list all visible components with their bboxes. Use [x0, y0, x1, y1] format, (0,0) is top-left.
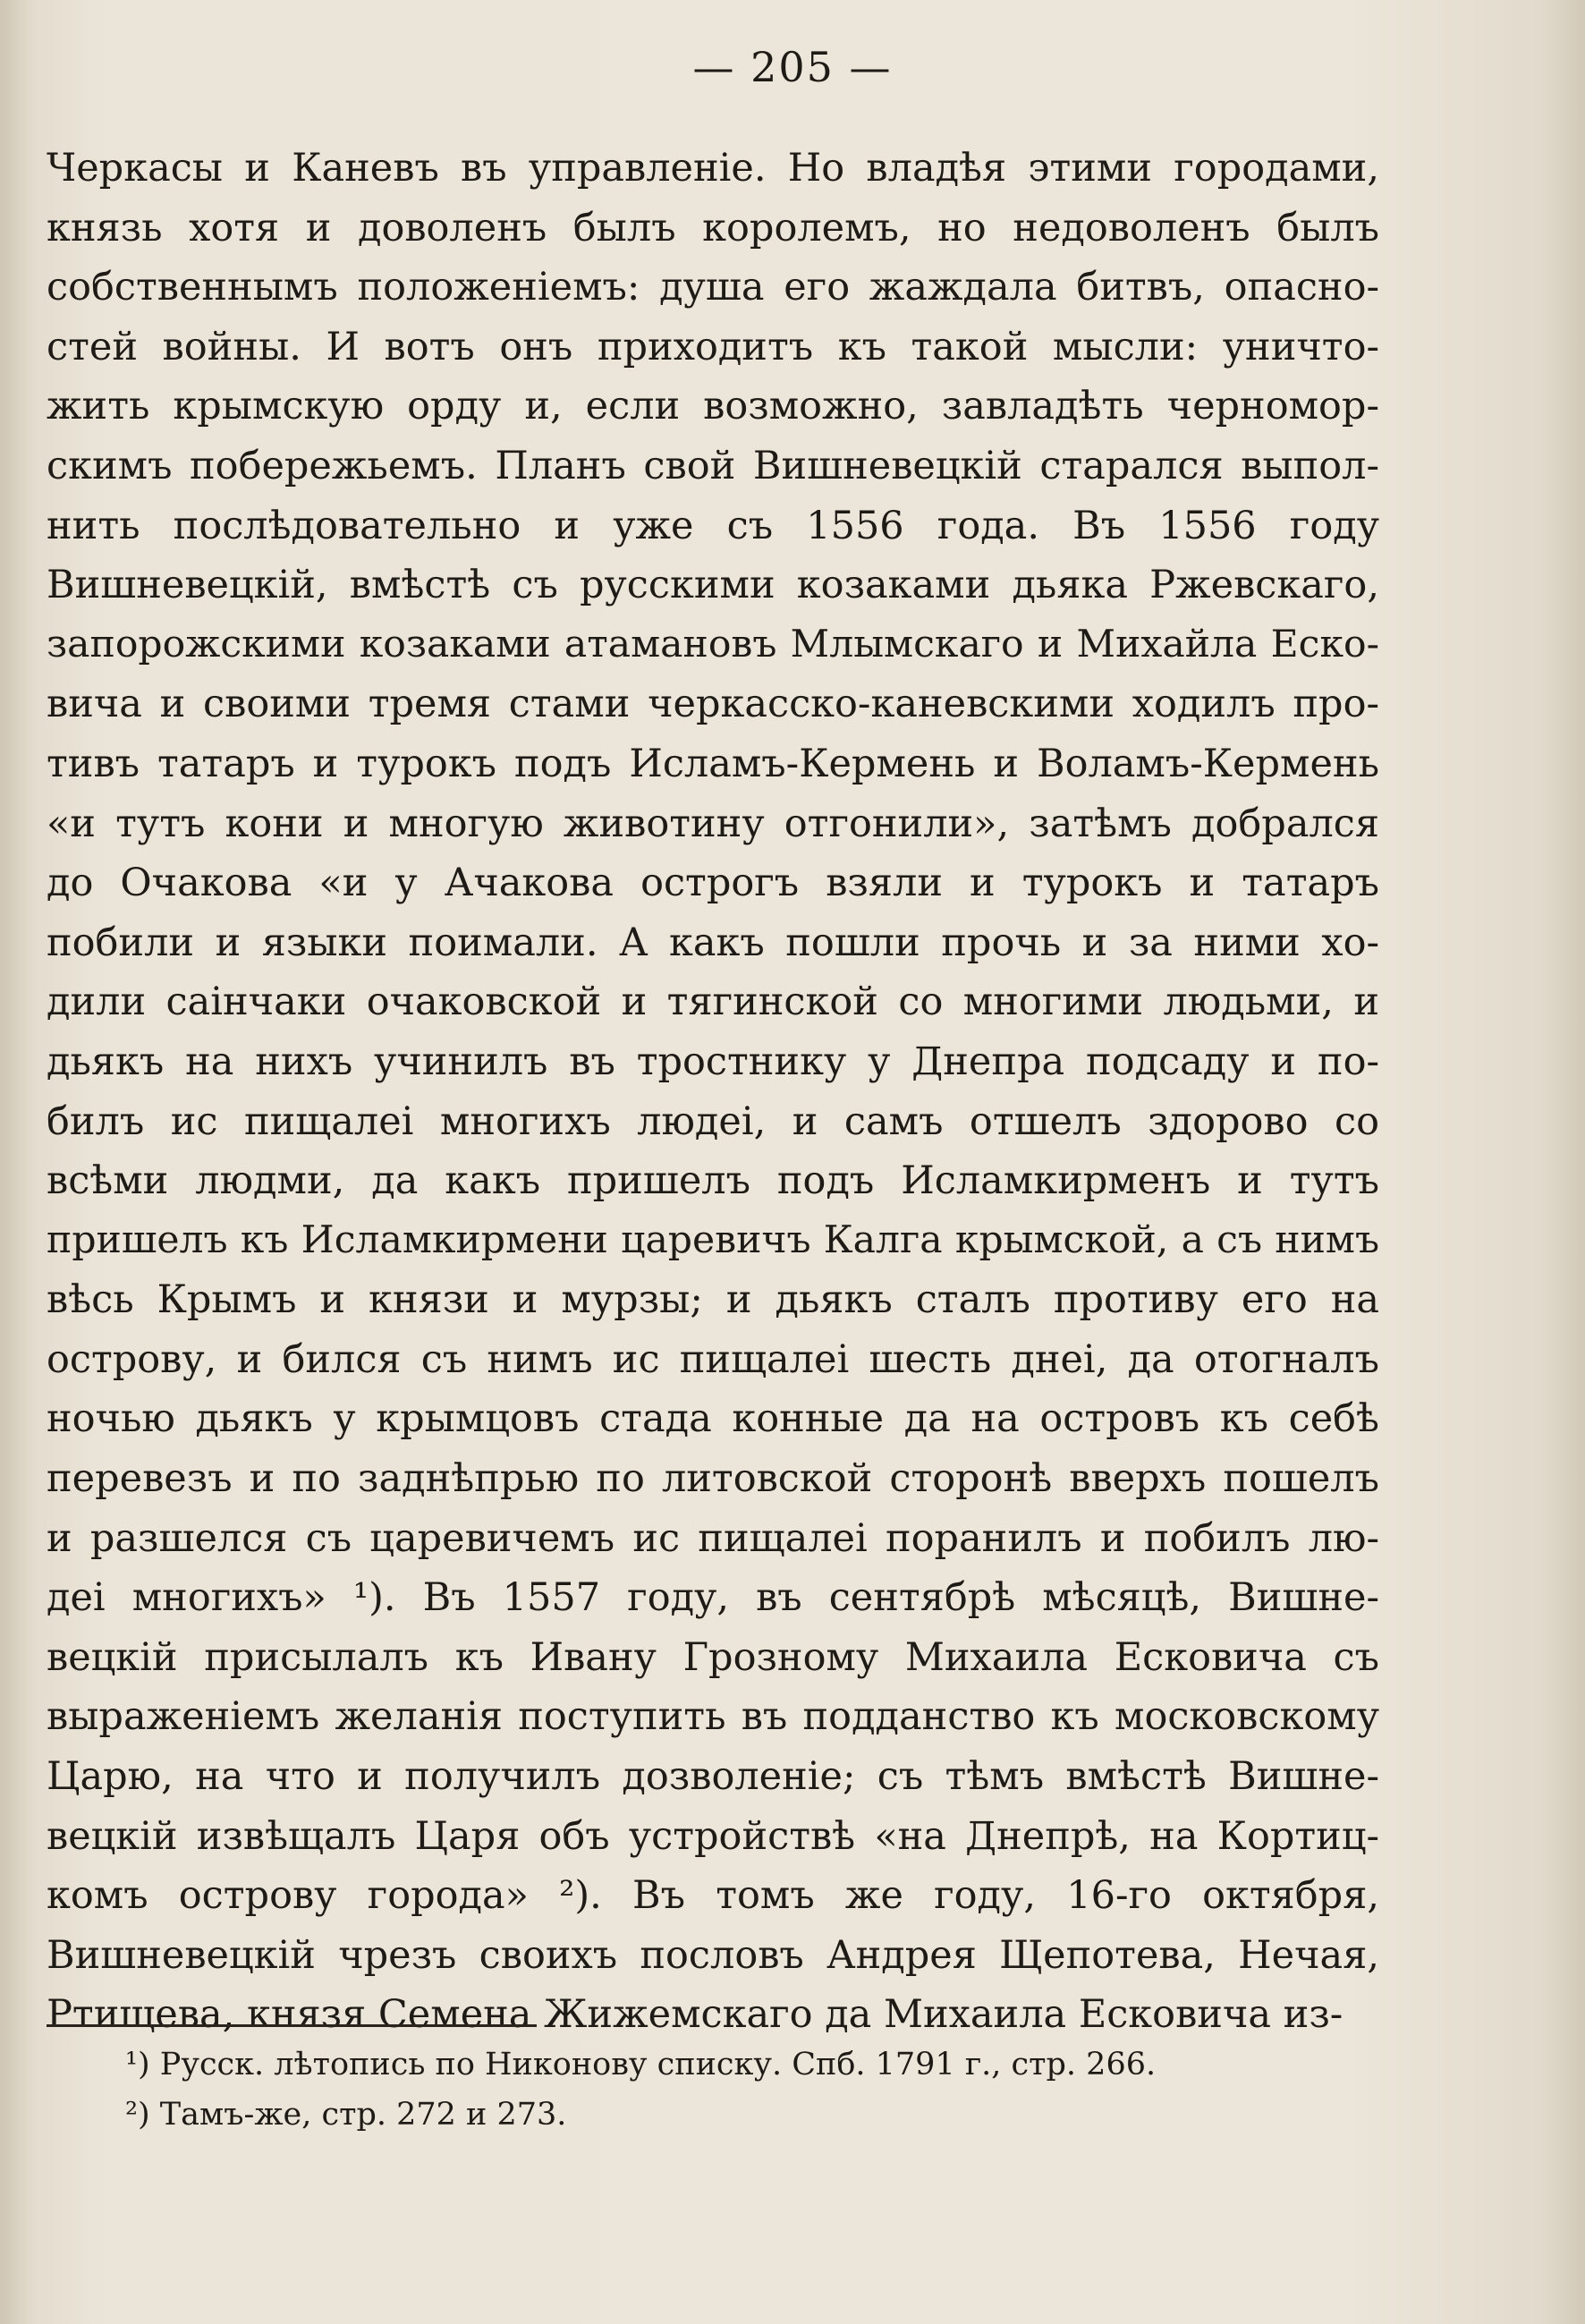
text-line: запорожскими козаками атамановъ Млымскаго и Михайла Еско-: [47, 622, 1379, 666]
text-line: «и тутъ кони и многую животину отгонили», затѣмъ добрался: [47, 801, 1379, 846]
page-number: — 205 —: [692, 43, 893, 91]
text-line: Черкасы и Каневъ въ управленіе. Но владѣя этими городами,: [47, 146, 1379, 191]
footnote-2: ²) Тамъ-же, стр. 272 и 273.: [125, 2097, 567, 2133]
footnote-divider: [47, 2024, 537, 2027]
text-line: пришелъ къ Исламкирмени царевичъ Калга крымской, а съ нимъ: [47, 1217, 1379, 1262]
text-line: и разшелся съ царевичемъ ис пищалеі поранилъ и побилъ лю-: [47, 1515, 1379, 1561]
text-line: билъ ис пищалеі многихъ людеі, и самъ отшелъ здорово со: [47, 1098, 1379, 1144]
text-line: дьякъ на нихъ учинилъ въ тростнику у Днепра подсаду и по-: [47, 1039, 1379, 1084]
text-line: до Очакова «и у Ачакова острогъ взяли и турокъ и татаръ: [47, 861, 1379, 906]
text-line: тивъ татаръ и турокъ подъ Исламъ-Кермень и Воламъ-Кермень: [47, 741, 1379, 786]
text-line: собственнымъ положеніемъ: душа его жаждала битвъ, опасно-: [47, 265, 1379, 310]
text-line: острову, и бился съ нимъ ис пищалеі шесть днеі, да отогналъ: [47, 1336, 1379, 1382]
text-line: Вишневецкій, вмѣстѣ съ русскими козаками дьяка Ржевскаго,: [47, 563, 1379, 608]
text-line: вѣсь Крымъ и князи и мурзы; и дьякъ сталъ противу его на: [47, 1277, 1379, 1323]
text-line: вича и своими тремя стами черкасско-каневскими ходилъ про-: [47, 682, 1379, 727]
text-line: скимъ побережьемъ. Планъ свой Вишневецкій старался выпол-: [47, 443, 1379, 488]
footnotes: [125, 2040, 1377, 2140]
text-line: нить послѣдовательно и уже съ 1556 года. Въ 1556 году: [47, 503, 1379, 548]
text-line: перевезъ и по заднѣпрью по литовской сторонѣ вверхъ пошелъ: [47, 1456, 1379, 1502]
text-line: Ртищева, князя Семена Жижемскаго да Михаила Есковича из-: [47, 1992, 1343, 2038]
text-line: князь хотя и доволенъ былъ королемъ, но недоволенъ былъ: [47, 205, 1379, 250]
text-line: вецкій извѣщалъ Царя объ устройствѣ «на Днепрѣ, на Кортиц-: [47, 1813, 1379, 1859]
text-line: дили саінчаки очаковской и тягинской со многими людьми, и: [47, 980, 1379, 1025]
text-line: Вишневецкій чрезъ своихъ пословъ Андрея Щепотева, Нечая,: [47, 1932, 1379, 1978]
text-line: выраженіемъ желанія поступить въ подданство къ московскому: [47, 1694, 1379, 1740]
footnote-1: ¹) Русск. лѣтопись по Никонову списку. Спб. 1791 г., стр. 266.: [125, 2047, 1157, 2082]
text-line: жить крымскую орду и, если возможно, завладѣть черномор-: [47, 384, 1379, 429]
text-line: вецкій присылалъ къ Ивану Грозному Михаила Есковича съ: [47, 1634, 1379, 1680]
text-line: комъ острову города» ²). Въ томъ же году, 16-го октября,: [47, 1873, 1379, 1919]
body-text: [47, 139, 1379, 2045]
text-line: ночью дьякъ у крымцовъ стада конные да на островъ къ себѣ: [47, 1396, 1379, 1442]
text-line: стей войны. И вотъ онъ приходитъ къ такой мысли: уничто-: [47, 324, 1379, 369]
text-line: Царю, на что и получилъ дозволеніе; съ тѣмъ вмѣстѣ Вишне-: [47, 1754, 1379, 1800]
text-line: деі многихъ» ¹). Въ 1557 году, въ сентябрѣ мѣсяцѣ, Вишне-: [47, 1575, 1379, 1621]
text-line: всѣми людми, да какъ пришелъ подъ Исламкирменъ и тутъ: [47, 1158, 1379, 1204]
text-line: побили и языки поимали. А какъ пошли прочь и за ними хо-: [47, 920, 1379, 965]
